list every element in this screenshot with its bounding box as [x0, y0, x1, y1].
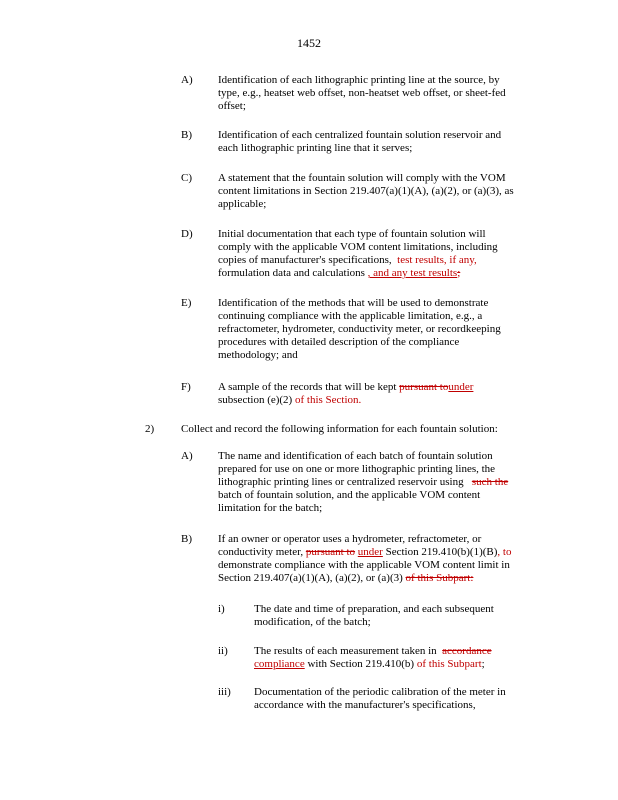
text-line: If an owner or operator uses a hydrometer, refractometer, or: [218, 533, 482, 545]
text-line: [218, 254, 598, 267]
text-run: conductivity meter,: [218, 546, 304, 558]
text-line: modification, of the batch;: [254, 616, 371, 628]
text-line: [218, 546, 598, 559]
item-f-label: F): [181, 381, 191, 393]
inserted-text: test results, if any,: [397, 254, 477, 266]
text-line: [254, 658, 604, 671]
text-run: with Section 219.410(b): [307, 658, 415, 670]
text-line: [218, 476, 598, 489]
text-line: [218, 267, 598, 280]
text-line: prepared for use on one or more lithographic printing lines, the: [218, 463, 496, 475]
text-run: copies of manufacturer's specifications,: [218, 254, 392, 266]
text-line: The name and identification of each batch of fountain solution: [218, 450, 493, 462]
text-run: The results of each measurement taken in: [254, 645, 437, 657]
inserted-text: compliance: [254, 658, 305, 670]
page-number: 1452: [297, 36, 321, 50]
text-line: [218, 381, 598, 394]
item-a-label: A): [181, 74, 193, 86]
text-line: each lithographic printing line that it serves;: [218, 142, 413, 154]
text-line: continuing compliance with the applicable limitation, e.g., a: [218, 310, 483, 322]
text-line: refractometer, hydrometer, conductivity meter, or recordkeeping: [218, 323, 501, 335]
text-line: [218, 572, 598, 585]
text-line: Initial documentation that each type of fountain solution will: [218, 228, 486, 240]
sub2-item-a-label: A): [181, 450, 193, 462]
item-c-text: [218, 172, 598, 211]
subsub-item-iii-label: iii): [218, 686, 231, 698]
item-f-text: [218, 381, 598, 407]
text-line: Identification of the methods that will be used to demonstrate: [218, 297, 489, 309]
subsub-item-iii-text: [254, 686, 604, 712]
item-b-text: [218, 129, 598, 155]
inserted-text: .: [358, 394, 362, 406]
sub2-item-b-text: [218, 533, 598, 585]
section-2-text: Collect and record the following information for each fountain solution:: [181, 423, 498, 435]
section-2-label: 2): [145, 423, 155, 435]
inserted-text: under: [448, 381, 474, 393]
item-b-label: B): [181, 129, 192, 141]
text-line: A statement that the fountain solution will comply with the VOM: [218, 172, 506, 184]
text-run: formulation data and calculations: [218, 267, 365, 279]
sub2-item-a-text: [218, 450, 598, 515]
text-line: The date and time of preparation, and each subsequent: [254, 603, 494, 615]
text-line: methodology; and: [218, 349, 298, 361]
text-line: offset;: [218, 100, 246, 112]
text-line: procedures with detailed description of the compliance: [218, 336, 460, 348]
inserted-text: , to: [497, 546, 512, 558]
inserted-text: , and any test results: [367, 267, 458, 279]
subsub-item-ii-text: [254, 645, 604, 671]
text-line: type, e.g., heatset web offset, non-heatset web offset, or sheet-fed: [218, 87, 506, 99]
inserted-text: under: [357, 546, 383, 558]
item-d-text: [218, 228, 598, 280]
text-line: applicable;: [218, 198, 267, 210]
inserted-text: of this Section: [294, 394, 359, 406]
text-line: batch of fountain solution, and the applicable VOM content: [218, 489, 481, 501]
deleted-text: pursuant to: [305, 546, 356, 558]
text-line: [218, 394, 598, 407]
text-run: A sample of the records that will be kept: [218, 381, 397, 393]
item-e-label: E): [181, 297, 192, 309]
text-line: [254, 645, 604, 658]
text-line: Documentation of the periodic calibration of the meter in: [254, 686, 506, 698]
text-line: accordance with the manufacturer's specifications,: [254, 699, 476, 711]
text-run: subsection (e)(2): [218, 394, 293, 406]
text-line: demonstrate compliance with the applicable VOM content limit in: [218, 559, 510, 571]
text-line: Identification of each centralized fountain solution reservoir and: [218, 129, 502, 141]
text-line: limitation for the batch;: [218, 502, 323, 514]
deleted-text: such the: [471, 476, 509, 488]
item-c-label: C): [181, 172, 192, 184]
item-e-text: [218, 297, 598, 362]
deleted-text: of this Subpart: [405, 572, 471, 584]
deleted-text: :: [470, 572, 474, 584]
deleted-text: pursuant to: [399, 381, 449, 393]
text-run: lithographic printing lines or centralized reservoir using: [218, 476, 464, 488]
text-run: ;: [481, 658, 485, 670]
subsub-item-i-text: [254, 603, 604, 629]
deleted-text: accordance: [442, 645, 492, 657]
subsub-item-i-label: i): [218, 603, 225, 615]
text-line: content limitations in Section 219.407(a)(1)(A), (a)(2), or (a)(3), as: [218, 185, 514, 197]
text-line: Identification of each lithographic printing line at the source, by: [218, 74, 500, 86]
inserted-text: of this Subpart: [416, 658, 482, 670]
deleted-text: ;: [457, 267, 461, 279]
item-d-label: D): [181, 228, 193, 240]
sub2-item-b-label: B): [181, 533, 192, 545]
text-run: Section 219.407(a)(1)(A), (a)(2), or (a)(3): [218, 572, 403, 584]
item-a-text: [218, 74, 598, 113]
text-run: Section 219.410(b)(1)(B): [385, 546, 498, 558]
text-line: comply with the applicable VOM content limitations, including: [218, 241, 498, 253]
subsub-item-ii-label: ii): [218, 645, 228, 657]
